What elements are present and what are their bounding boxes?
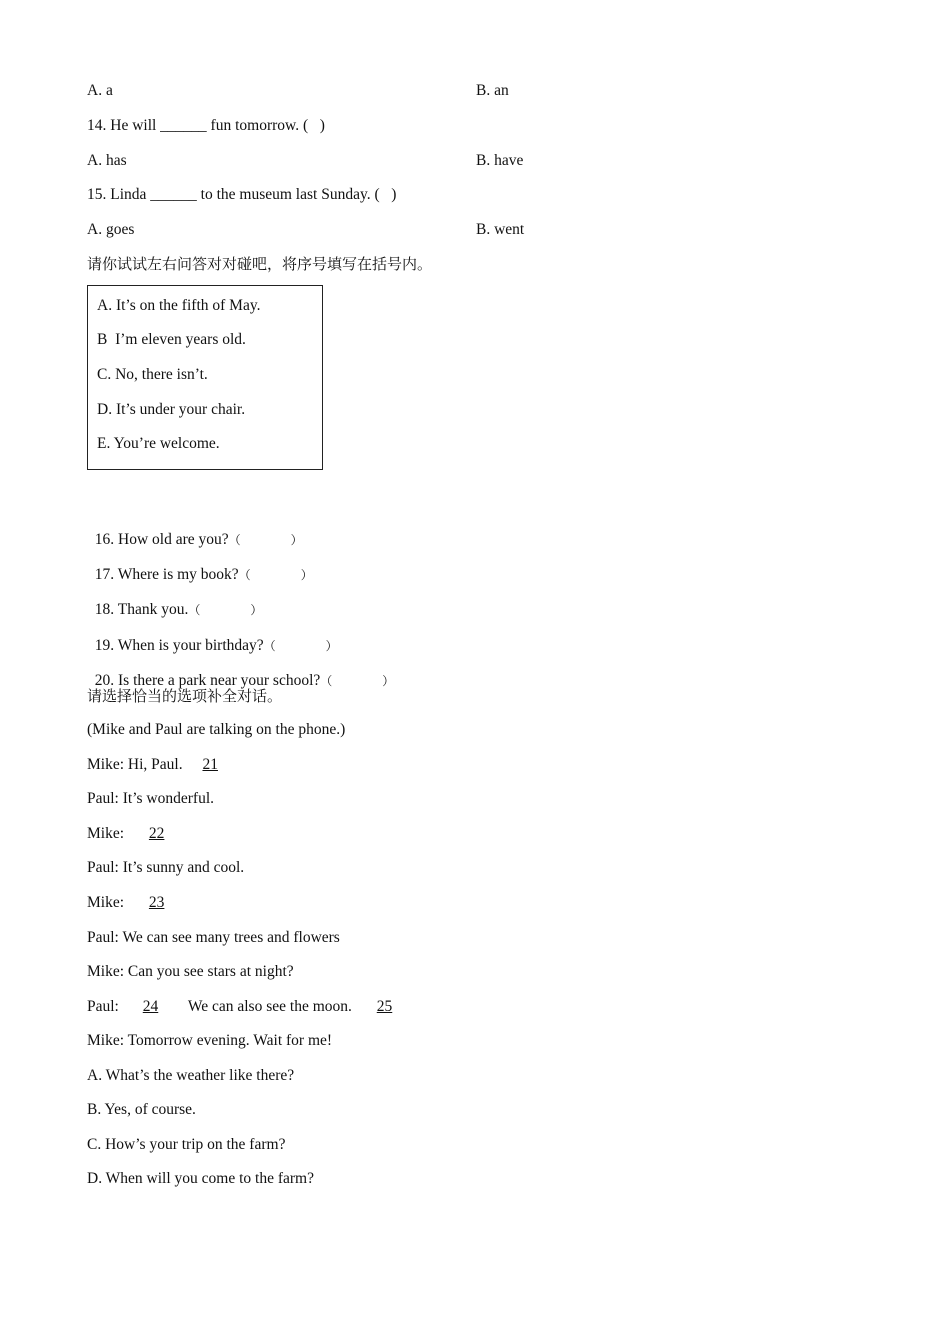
dialogue-option-a: A. What’s the weather like there? — [87, 1067, 295, 1084]
question-19-text: 19. When is your birthday? — [94, 637, 264, 654]
dialogue-line-7: Mike: Can you see stars at night? — [87, 963, 294, 980]
blank-number: 24 — [142, 998, 159, 1015]
question-16-text: 16. How old are you? — [94, 531, 229, 548]
blank-number: 25 — [376, 998, 393, 1015]
dialogue-option-b: B. Yes, of course. — [87, 1101, 196, 1118]
blank-24[interactable] — [123, 998, 185, 1015]
dialogue-line-6: Paul: We can see many trees and flowers — [87, 929, 340, 946]
dialogue-line-5 — [87, 893, 190, 913]
dialogue-line-4: Paul: It’s sunny and cool. — [87, 859, 245, 876]
blank-25[interactable] — [356, 998, 419, 1015]
box-option-c: C. No, there isn’t. — [97, 366, 208, 383]
question-18-text: 18. Thank you. — [94, 601, 189, 618]
dialogue-option-d: D. When will you come to the farm? — [87, 1170, 314, 1187]
box-option-e: E. You’re welcome. — [97, 435, 220, 452]
dialogue-line-2: Paul: It’s wonderful. — [87, 790, 214, 807]
answer-paren-close: ） — [325, 639, 338, 653]
box-option-d: D. It’s under your chair. — [97, 401, 246, 418]
answer-paren-close: ） — [290, 533, 303, 547]
q14-stem: 14. He will ______ fun tomorrow. ( ) — [87, 117, 325, 134]
answer-paren-close: ） — [250, 603, 263, 617]
question-17 — [87, 545, 313, 585]
answer-paren-open: （ — [320, 674, 333, 688]
dialogue-line-3 — [87, 824, 190, 844]
speaker-text: Mike: — [87, 825, 128, 842]
question-20-text: 20. Is there a park near your school? — [94, 672, 321, 689]
section2-instruction: 请你试试左右问答对对碰吧，将序号填写在括号内。 — [87, 255, 433, 273]
q13-option-a: A. a — [87, 82, 113, 99]
blank-21[interactable] — [186, 756, 242, 773]
blank-number: 23 — [148, 894, 165, 911]
question-20 — [87, 651, 394, 691]
blank-23[interactable] — [128, 894, 191, 911]
question-19 — [87, 616, 338, 656]
dialogue-line-8 — [87, 997, 418, 1017]
section3-instruction: 请选择恰当的选项补全对话。 — [87, 687, 283, 705]
dialogue-context: (Mike and Paul are talking on the phone.) — [87, 721, 346, 738]
speaker-text: Paul: — [87, 998, 123, 1015]
answer-paren-open: （ — [238, 568, 251, 582]
dialogue-line-1 — [87, 755, 242, 775]
blank-number: 22 — [148, 825, 165, 842]
question-17-text: 17. Where is my book? — [94, 566, 239, 583]
dialogue-option-c: C. How’s your trip on the farm? — [87, 1136, 286, 1153]
blank-number: 21 — [202, 756, 218, 773]
q14-option-b: B. have — [476, 152, 524, 169]
q14-option-a: A. has — [87, 152, 127, 169]
q13-option-b: B. an — [476, 82, 509, 99]
dialogue-line-9: Mike: Tomorrow evening. Wait for me! — [87, 1032, 333, 1049]
q15-stem: 15. Linda ______ to the museum last Sunday. ( ) — [87, 186, 397, 203]
box-option-b: B I’m eleven years old. — [97, 331, 246, 348]
answer-options-box — [87, 285, 323, 470]
question-16 — [87, 510, 303, 550]
answer-paren-open: （ — [228, 533, 241, 547]
q15-option-a: A. goes — [87, 221, 135, 238]
question-18 — [87, 580, 262, 620]
q15-option-b: B. went — [476, 221, 525, 238]
dialogue-text: We can also see the moon. — [184, 998, 356, 1015]
speaker-text: Mike: — [87, 894, 128, 911]
answer-paren-open: （ — [188, 603, 201, 617]
box-option-a: A. It’s on the fifth of May. — [97, 297, 261, 314]
answer-paren-close: ） — [300, 568, 313, 582]
answer-paren-open: （ — [263, 639, 276, 653]
blank-22[interactable] — [128, 825, 191, 842]
speaker-text: Mike: Hi, Paul. — [87, 756, 187, 773]
answer-paren-close: ） — [382, 674, 395, 688]
